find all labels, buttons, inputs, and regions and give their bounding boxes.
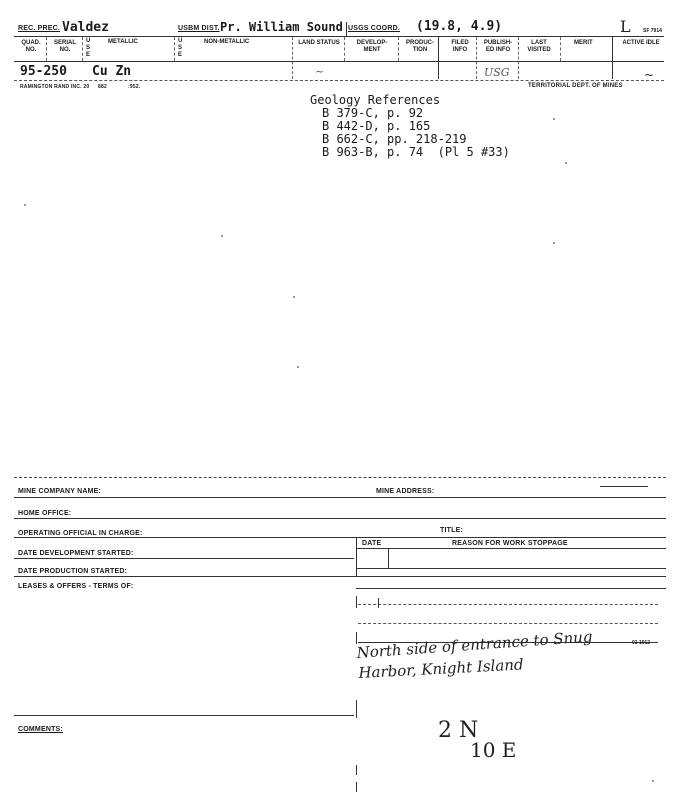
col-filed-info: FILED INFO (451, 40, 469, 53)
title-label: TITLE: (440, 527, 463, 534)
col-development: DEVELOP-MENT (356, 40, 388, 53)
date-development-label: DATE DEVELOPMENT STARTED: (18, 550, 134, 557)
usgs-coord-value: (19.8, 4.9) (416, 19, 503, 34)
corner-mark: L (620, 17, 631, 36)
territorial-dept: TERRITORIAL DEPT. OF MINES (528, 83, 623, 89)
date-production-label: DATE PRODUCTION STARTED: (18, 568, 128, 575)
rec-prec-value: Valdez (62, 20, 109, 35)
home-office-label: HOME OFFICE: (18, 510, 72, 517)
handwritten-note-line1: North side of entrance to Snug (356, 627, 593, 662)
rec-prec-label: REC. PREC. (18, 25, 61, 32)
col-last-visited: LAST VISITED (527, 40, 551, 53)
printer-code-1: 882 (98, 84, 107, 90)
date-label: DATE (362, 540, 382, 547)
col-active-idle: ACTIVE IDLE (622, 40, 660, 46)
col-serial-no: SERIAL NO. (53, 40, 76, 53)
operating-official-label: OPERATING OFFICIAL IN CHARGE: (18, 530, 143, 537)
handwritten-note-line2: Harbor, Knight Island (358, 655, 524, 682)
reason-work-stoppage-label: REASON FOR WORK STOPPAGE (452, 540, 568, 547)
col-land-status: LAND STATUS (298, 40, 340, 46)
geology-ref-4: B 963-B, p. 74 (Pl 5 #33) (322, 145, 510, 159)
col-use-u: U (86, 38, 91, 44)
geology-heading: Geology References (310, 93, 441, 107)
usbm-dist-value: Pr. William Sound (220, 20, 343, 34)
comments-label: COMMENTS: (18, 726, 63, 733)
col-nm-use-s: S (178, 45, 183, 51)
land-status-mark: ~ (315, 65, 325, 78)
form-number: SF 7914 (643, 28, 662, 34)
col-non-metallic: NON-METALLIC (204, 39, 250, 45)
active-idle-mark: ~ (644, 68, 655, 82)
published-mark: USG (484, 66, 510, 79)
grid-township: 2 N (438, 718, 479, 743)
mine-company-name-label: MINE COMPANY NAME: (18, 488, 102, 495)
col-production: PRODUC-TION (406, 40, 434, 53)
printer-imprint: RAMINGTON RAND INC. 20 (20, 84, 90, 90)
col-use-s: S (86, 45, 91, 51)
side-code: 01 1912 (632, 640, 651, 646)
usbm-dist-label: USBM DIST. (178, 25, 220, 32)
col-nm-use-e: E (178, 52, 183, 58)
leases-offers-label: LEASES & OFFERS - TERMS OF: (18, 583, 134, 590)
quad-serial-value: 95-250 (20, 64, 67, 79)
geology-ref-3: B 662-C, pp. 218-219 (322, 132, 467, 146)
usgs-coord-label: USGS COORD. (348, 25, 400, 32)
col-quad-no: QUAD. NO. (21, 40, 41, 53)
mine-address-label: MINE ADDRESS: (376, 488, 435, 495)
col-metallic: METALLIC (108, 39, 138, 45)
geology-ref-1: B 379-C, p. 92 (322, 106, 424, 120)
grid-range: 10 E (470, 738, 517, 762)
col-use-e: E (86, 52, 91, 58)
geology-ref-2: B 442-D, p. 165 (322, 119, 431, 133)
metallic-value: Cu Zn (92, 64, 132, 79)
col-nm-use-u: U (178, 38, 183, 44)
col-published-info: PUBLISH-ED INFO (483, 40, 513, 53)
col-merit: MERIT (574, 40, 593, 46)
printer-code-2: :952. (128, 84, 141, 90)
